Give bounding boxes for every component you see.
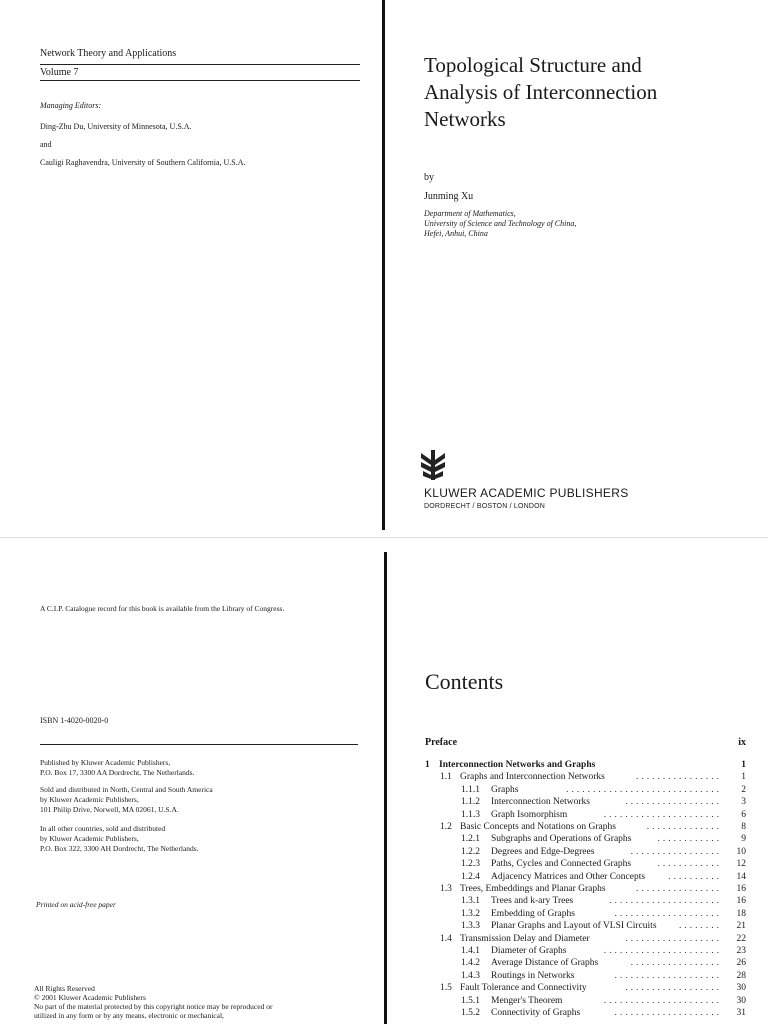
- copyright-page: [0, 540, 382, 1024]
- toc-entry-leader: ........: [679, 921, 722, 932]
- toc-entry: [425, 821, 746, 834]
- managing-editors-label: Managing Editors:: [40, 101, 102, 110]
- toc-entry-title: Graphs and Interconnection Networks: [460, 772, 605, 783]
- toc-entry-leader: ............: [657, 834, 722, 845]
- toc-entry-page: 8: [741, 822, 746, 832]
- toc-entry-title: Diameter of Graphs: [491, 946, 567, 956]
- toc-entry-number: 1.3.3: [461, 921, 480, 932]
- toc-entry-number: 1.4.2: [461, 958, 480, 969]
- toc-entry-title: Planar Graphs and Layout of VLSI Circuits: [491, 921, 657, 932]
- toc-entry: [425, 759, 746, 772]
- toc-entry-leader: ..................: [625, 797, 722, 808]
- toc-entry-page: 6: [741, 809, 746, 820]
- toc-entry-title: Embedding of Graphs: [491, 908, 575, 919]
- author-name: Junming Xu: [424, 191, 474, 202]
- toc-entry-page: 22: [736, 933, 746, 944]
- book-title-line-2: Analysis of Interconnection: [424, 80, 658, 104]
- rights-line-2: © 2001 Kluwer Academic Publishers: [34, 993, 146, 1002]
- toc-entry-number: 1.2.2: [461, 846, 480, 857]
- toc-entry-page: 3: [741, 797, 746, 808]
- toc-entry-page: 30: [736, 983, 746, 994]
- toc-entry-number: 1.3.1: [461, 896, 480, 907]
- toc-entry: [425, 945, 746, 958]
- series-rule-top: [40, 64, 360, 65]
- publisher-name: KLUWER ACADEMIC PUBLISHERS: [424, 486, 629, 500]
- rights-line-4: utilized in any form or by any means, electronic or mechanical,: [34, 1011, 224, 1020]
- sold-line-1: Sold and distributed in North, Central and South America: [40, 785, 213, 794]
- book-title-line-3: Networks: [424, 107, 506, 131]
- toc-entry-number: 1.4.3: [461, 970, 480, 981]
- toc-entry: [425, 771, 746, 784]
- toc-entry-leader: ......................: [603, 809, 722, 820]
- kluwer-logo-icon: [420, 450, 446, 480]
- toc-entry: [425, 908, 746, 921]
- toc-entry-title: Degrees and Edge-Degrees: [491, 846, 595, 857]
- toc-entry: [425, 833, 746, 846]
- toc-entry-number: 1.2: [440, 822, 452, 832]
- toc-entry: [425, 895, 746, 908]
- toc-entry: [425, 871, 746, 884]
- toc-entry-leader: ..........: [668, 871, 722, 882]
- toc-entry-page: 30: [736, 995, 746, 1006]
- by-label: by: [424, 172, 434, 183]
- toc-entry-leader: ....................: [614, 908, 722, 919]
- sold-line-3: 101 Philip Drive, Norwell, MA 02061, U.S.A.: [40, 805, 179, 814]
- toc-entry-page: 12: [736, 859, 746, 870]
- preface-page: ix: [738, 737, 746, 748]
- toc-entry: [425, 846, 746, 859]
- toc-entry-leader: .................: [630, 958, 722, 969]
- toc-entry: [425, 957, 746, 970]
- toc-entry-page: 23: [736, 946, 746, 956]
- preface-label: Preface: [425, 737, 458, 748]
- acid-free-note: Printed on acid-free paper: [36, 900, 116, 909]
- toc-entry-leader: ....................: [614, 970, 722, 981]
- toc-entry-title: Connectivity of Graphs: [491, 1008, 581, 1018]
- other-line-2: by Kluwer Academic Publishers,: [40, 834, 139, 843]
- toc-entry-page: 16: [736, 896, 746, 907]
- toc-entry-title: Interconnection Networks: [491, 797, 590, 808]
- sold-line-2: by Kluwer Academic Publishers,: [40, 795, 139, 804]
- toc-entry-title: Menger's Theorem: [491, 995, 563, 1006]
- editor-1: Ding-Zhu Du, University of Minnesota, U.S.A.: [40, 122, 192, 131]
- rights-line-3: No part of the material protected by this copyright notice may be reproduced or: [34, 1002, 273, 1011]
- toc-entry-leader: ....................: [614, 1008, 722, 1018]
- toc-entry-title: Average Distance of Graphs: [491, 958, 599, 969]
- toc-entry: [425, 1007, 746, 1020]
- toc-entry: [425, 796, 746, 809]
- toc-list: [425, 759, 746, 1024]
- toc-entry-page: 28: [736, 970, 746, 981]
- toc-entry: [425, 982, 746, 995]
- toc-entry: [425, 858, 746, 871]
- toc-entry-number: 1: [425, 760, 430, 770]
- toc-entry: [425, 933, 746, 946]
- toc-entry-page: 21: [736, 921, 746, 932]
- series-page: [0, 0, 380, 535]
- editor-2: Cauligi Raghavendra, University of Southern California, U.S.A.: [40, 158, 246, 167]
- toc-entry: [425, 920, 746, 933]
- toc-entry-title: Transmission Delay and Diameter: [460, 933, 590, 944]
- affiliation-line-1: Department of Mathematics,: [424, 209, 516, 218]
- toc-entry-title: Adjacency Matrices and Other Concepts: [491, 871, 646, 882]
- other-line-3: P.O. Box 322, 3300 AH Dordrecht, The Netherlands.: [40, 844, 199, 853]
- toc-entry-title: Paths, Cycles and Connected Graphs: [491, 859, 632, 870]
- contents-heading: Contents: [425, 669, 504, 694]
- toc-entry-page: 2: [741, 784, 746, 795]
- toc-entry-title: Routings in Networks: [491, 970, 575, 981]
- toc-entry-number: 1.1: [440, 772, 452, 783]
- toc-entry-page: 1: [741, 760, 746, 770]
- toc-entry-leader: .................: [630, 846, 722, 857]
- toc-entry-title: Graphs: [491, 784, 519, 795]
- toc-entry-number: 1.4.1: [461, 946, 480, 956]
- toc-entry-title: Subgraphs and Operations of Graphs: [491, 834, 632, 845]
- toc-entry-leader: ................: [636, 884, 722, 894]
- series-rule-bottom: [40, 80, 360, 81]
- toc-entry-number: 1.5: [440, 983, 452, 994]
- other-line-1: In all other countries, sold and distributed: [40, 824, 166, 833]
- published-line-2: P.O. Box 17, 3300 AA Dordrecht, The Netherlands.: [40, 768, 195, 777]
- toc-entry-number: 1.1.3: [461, 809, 480, 820]
- series-volume: Volume 7: [40, 67, 79, 78]
- toc-entry-page: 16: [736, 884, 746, 894]
- affiliation-line-2: University of Science and Technology of China,: [424, 219, 577, 228]
- toc-entry-leader: .....................: [609, 896, 722, 907]
- rights-line-1: All Rights Reserved: [34, 984, 95, 993]
- toc-entry-page: 1: [741, 772, 746, 783]
- toc-entry-number: 1.2.3: [461, 859, 480, 870]
- toc-entry-leader: ......................: [603, 995, 722, 1006]
- toc-entry-title: Basic Concepts and Notations on Graphs: [460, 822, 616, 832]
- toc-entry-page: 10: [736, 846, 746, 857]
- toc-entry-page: 9: [741, 834, 746, 845]
- toc-entry-number: 1.1.1: [461, 784, 480, 795]
- published-line-1: Published by Kluwer Academic Publishers,: [40, 758, 171, 767]
- toc-entry-number: 1.2.1: [461, 834, 480, 845]
- toc-entry-leader: ..................: [625, 983, 722, 994]
- gutter-top: [382, 0, 385, 530]
- toc-entry-title: Trees and k-ary Trees: [491, 896, 574, 907]
- toc-entry-leader: .............................: [566, 784, 722, 795]
- toc-entry-number: 1.5.1: [461, 995, 480, 1006]
- toc-entry-number: 1.5.2: [461, 1008, 480, 1018]
- toc-entry-leader: ..............: [646, 822, 722, 832]
- toc-entry-number: 1.1.2: [461, 797, 480, 808]
- copyright-rule: [40, 744, 358, 745]
- toc-entry: [425, 809, 746, 822]
- page-divider: [0, 537, 768, 538]
- toc-entry-leader: ............: [657, 859, 722, 870]
- toc-entry: [425, 784, 746, 797]
- toc-entry-title: Trees, Embeddings and Planar Graphs: [460, 884, 606, 894]
- toc-entry-leader: ..................: [625, 933, 722, 944]
- title-page: [388, 0, 768, 535]
- publisher-cities: DORDRECHT / BOSTON / LONDON: [424, 503, 546, 510]
- toc-entry-number: 1.2.4: [461, 871, 480, 882]
- toc-entry: [425, 883, 746, 896]
- toc-entry-page: 14: [736, 871, 746, 882]
- toc-entry-title: Fault Tolerance and Connectivity: [460, 983, 587, 994]
- contents-page: [390, 540, 768, 1024]
- toc-entry-number: 1.3.2: [461, 908, 480, 919]
- toc-entry-title: Interconnection Networks and Graphs: [439, 760, 596, 770]
- toc-entry-page: 18: [736, 908, 746, 919]
- toc-entry-page: 31: [736, 1008, 746, 1018]
- affiliation-line-3: Hefei, Anhui, China: [424, 229, 488, 238]
- series-title: Network Theory and Applications: [40, 48, 177, 59]
- toc-entry-number: 1.4: [440, 933, 452, 944]
- toc-entry-leader: ................: [636, 772, 722, 783]
- toc-entry-number: 1.3: [440, 884, 452, 894]
- book-title-line-1: Topological Structure and: [424, 53, 642, 77]
- toc-entry: [425, 970, 746, 983]
- toc-entry-leader: ......................: [603, 946, 722, 956]
- cip-record: A C.I.P. Catalogue record for this book is available from the Library of Congress.: [40, 604, 285, 613]
- isbn: ISBN 1-4020-0020-0: [40, 716, 109, 725]
- toc-entry-page: 26: [736, 958, 746, 969]
- toc-entry: [425, 995, 746, 1008]
- toc-entry-title: Graph Isomorphism: [491, 809, 568, 820]
- editor-and: and: [40, 140, 52, 149]
- gutter-bottom: [384, 552, 387, 1024]
